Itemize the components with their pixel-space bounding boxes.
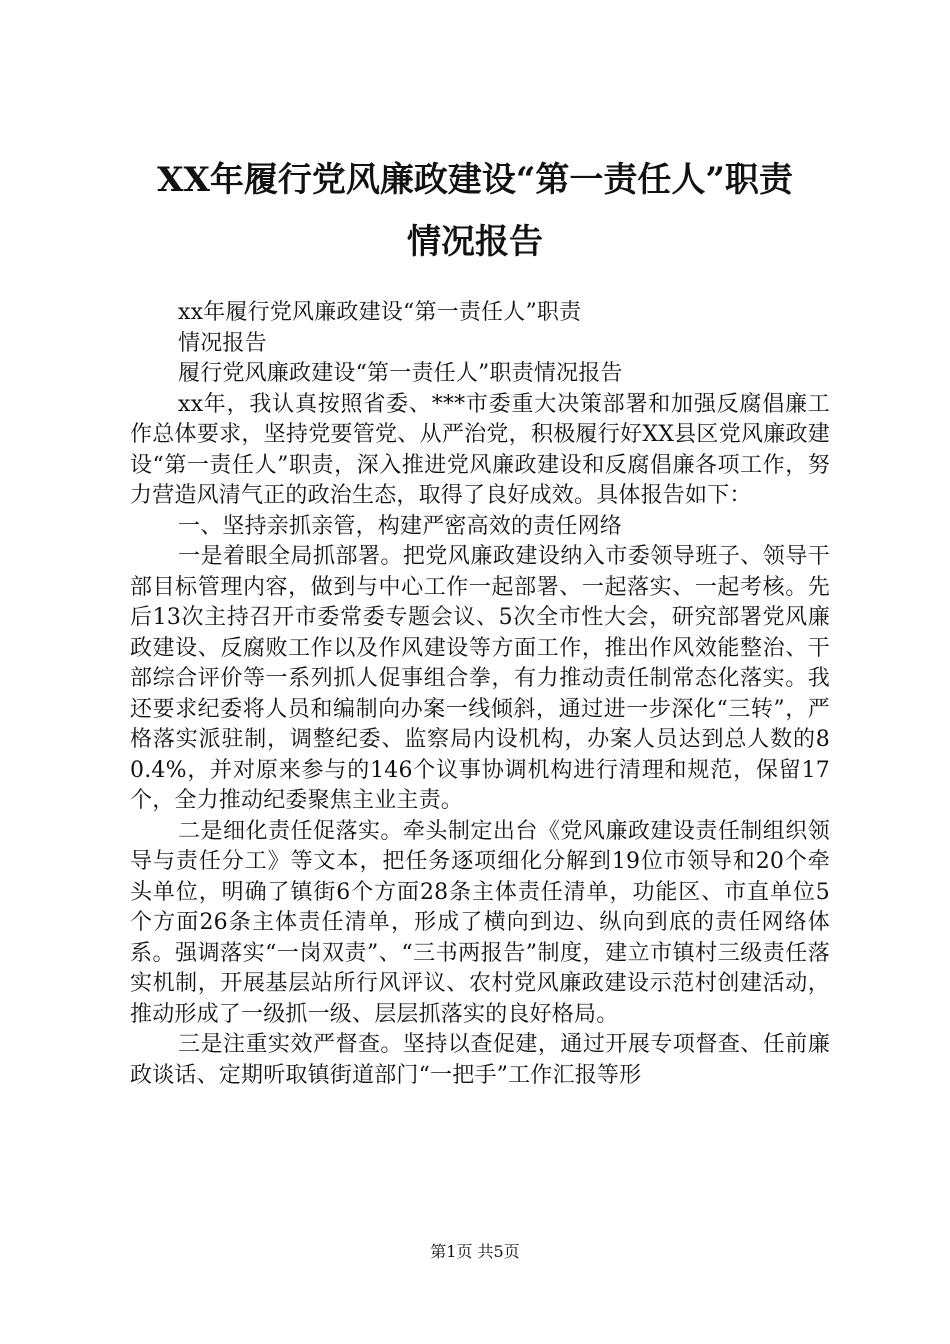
paragraph-point-3: 三是注重实效严督查。坚持以查促建，通过开展专项督查、任前廉政谈话、定期听取镇街道部门“一把手”工作汇报等形 — [130, 1032, 830, 1088]
document-body — [130, 298, 830, 1091]
paragraph-point-2: 二是细化责任促落实。牵头制定出台《党风廉政建设责任制组织领导与责任分工》等文本，把任务逐项细化分解到19位市领导和20个牵头单位，明确了镇街6个方面28条主体责任清单，功能区、市直单位5个方面26条主体责任清单，形成了横向到边、纵向到底的责任网络体系。强调落实“一岗双责”、“三书两报告”制度，建立市镇村三级责任落实机制，开展基层站所行风评议、农村党风廉政建设示范村创建活动，推动形成了一级抓一级、层层抓落实的良好格局。 — [130, 818, 830, 1027]
page-footer: 第1页 共5页 — [430, 1242, 520, 1261]
paragraph-subtitle-1: xx年履行党风廉政建设“第一责任人”职责 — [178, 300, 582, 325]
document-title-line2: 情况报告 — [407, 222, 543, 262]
paragraph-subtitle-2: 情况报告 — [178, 330, 267, 356]
paragraph-intro: xx年，我认真按照省委、***市委重大决策部署和加强反腐倡廉工作总体要求，坚持党要管党、从严治党，积极履行好XX县区党风廉政建设“第一责任人”职责，深入推进党风廉政建设和反腐倡廉各项工作，努力营造风清气正的政治生态，取得了良好成效。具体报告如下： — [130, 391, 830, 508]
paragraph-point-1: 一是着眼全局抓部署。把党风廉政建设纳入市委领导班子、领导干部目标管理内容，做到与中心工作一起部署、一起落实、一起考核。先后13次主持召开市委常委专题会议、5次全市性大会，研究部署党风廉政建设、反腐败工作以及作风建设等方面工作，推出作风效能整治、干部综合评价等一系列抓人促事组合拳，有力推动责任制常态化落实。我还要求纪委将人员和编制向办案一线倾斜，通过进一步深化“三转”，严格落实派驻制，调整纪委、监察局内设机构，办案人员达到总人数的80.4%，并对原来参与的146个议事协调机构进行清理和规范，保留17个，全力推动纪委聚焦主业主责。 — [130, 544, 830, 813]
document-title-line1: XX年履行党风廉政建设“第一责任人”职责 — [157, 160, 793, 200]
paragraph-subtitle-3: 履行党风廉政建设“第一责任人”职责情况报告 — [178, 361, 623, 386]
section-heading-1: 一、坚持亲抓亲管，构建严密高效的责任网络 — [178, 513, 623, 539]
